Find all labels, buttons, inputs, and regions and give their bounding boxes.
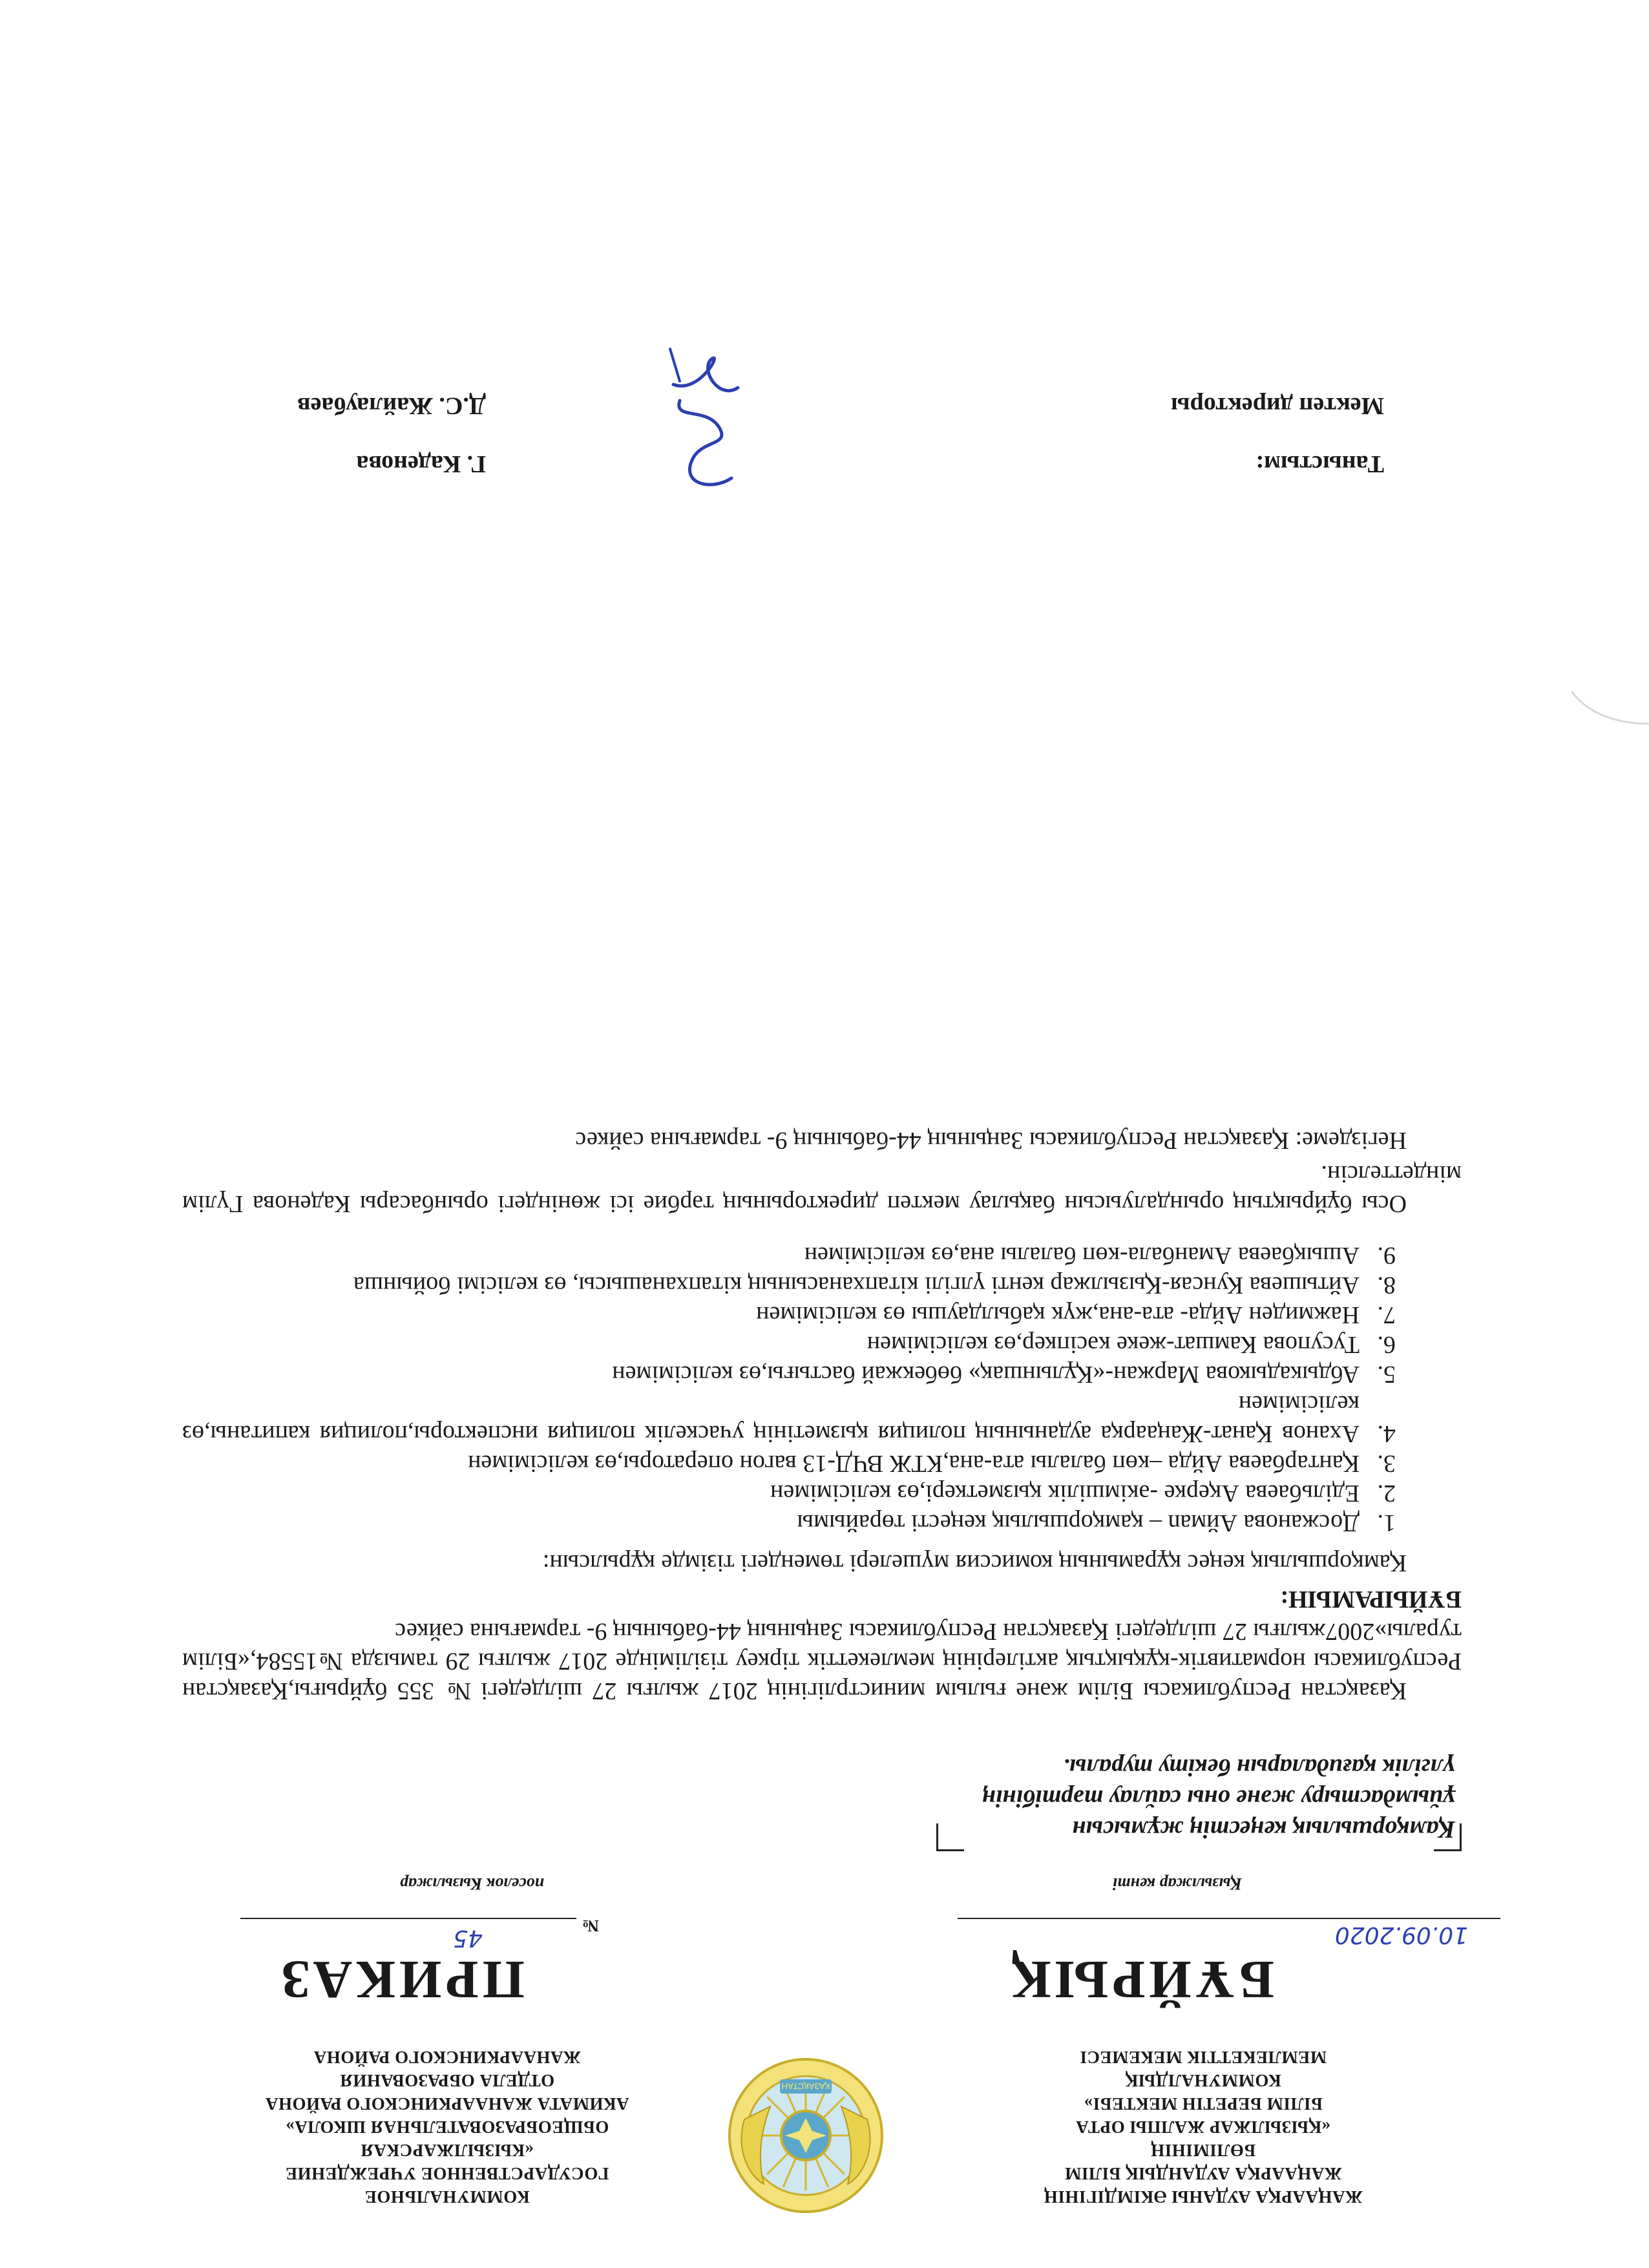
list-item: 5. Абдыкадыкова Маржан-«Құлыншақ» бөбекжай бастығы,өз келісімімен	[182, 1360, 1371, 1389]
control-clause: Осы бұйрықтың орындалуысын бақылау мектеп директорының тәрбие ісі жөніндегі орынбасары Каденова Гүлім міндеттелсін.	[182, 1160, 1462, 1217]
header-ru-line: КОММУНАЛЬНОЕ	[364, 2187, 530, 2207]
list-item: 2. Едільбаева Ақерке -әкімшілік қызметкері,өз келісімімен	[182, 1478, 1371, 1508]
number-label: №	[582, 1916, 599, 1935]
header-ru	[221, 2046, 673, 2209]
order-body	[182, 1126, 1462, 1706]
handwritten-signature-icon	[647, 342, 757, 498]
paper-crease-mark-icon	[1571, 685, 1649, 737]
title-ru: ПРИКАЗ	[278, 1949, 525, 2010]
subject-line: үлгілік қағидаларын бекіту туралы.	[1063, 1754, 1455, 1781]
header-kz-line: МЕМЛЕКЕТТІК МЕКЕМЕСІ	[1079, 2048, 1327, 2067]
director-label: Мектеп директоры	[1170, 392, 1384, 419]
emblem-text: ҚАЗАҚСТАН	[781, 2081, 830, 2091]
title-kz: БҰЙРЫҚ	[1007, 1949, 1274, 2010]
decree-word: БҰЙЫРАМЫН:	[1280, 1586, 1462, 1613]
header-ru-line: ОБЩЕОБРАЗОВАТЕЛЬНАЯ ШКОЛА»	[285, 2117, 609, 2137]
subject-line: ұйымдастыру және оны сайлау тәртібінің	[982, 1785, 1455, 1812]
header-ru-line: ГОСУДАРСТВЕННОЕ УЧРЕЖДЕНИЕ	[285, 2164, 609, 2183]
familiar-label: Таныстым:	[1255, 450, 1384, 478]
header-kz-line: ЖАҢААРҚА АУДАНДЫҚ БІЛІМ	[1064, 2164, 1342, 2183]
list-item: 6. Тусупова Камшат-жеке кәсіпкер,өз келісімімен	[182, 1330, 1371, 1360]
header-kz	[977, 2046, 1429, 2209]
list-item: 7. Нажмиден Айда- ата-ана,жүк қабылдаушы өз келісімімен	[182, 1300, 1371, 1330]
number-underline	[240, 1918, 576, 1919]
list-item: 4. Аханов Қанат-Жаңаарқа ауданының полиция қызметінің учаскелік полиция инспекторы,полиция капитаны,өз келісімімен	[182, 1389, 1371, 1449]
member-list	[182, 1241, 1462, 1538]
date-underline	[958, 1918, 1500, 1919]
list-item: 9. Ашықбаева Аманбала-көп балалы ана,өз келісімімен	[182, 1241, 1371, 1270]
state-emblem-icon	[725, 2055, 887, 2216]
header-ru-line: АКИМАТА ЖАНААРКИНСКОГО РАЙОНА	[265, 2094, 629, 2114]
header-kz-line: КОММУНАЛДЫҚ	[1125, 2071, 1281, 2090]
basis-clause: Негіздеме: Қазақстан Республикасы Заңының 44-бабының 9- тармағына сәйкес	[575, 1127, 1407, 1154]
handwritten-date: 10.09.2020	[1334, 1922, 1468, 1948]
director-name: Д.С. Жайлаубаев	[297, 392, 486, 419]
header-kz-line: «ҚЫЗЫЛЖАР ЖАЛПЫ ОРТА	[1075, 2117, 1331, 2137]
header-ru-line: ЖАНААРКИНСКОГО РАЙОНА	[313, 2048, 581, 2067]
list-item: 3. Қантарбаева Айда –көп балалы ата-ана,КТЖ ВЧД-13 вагон операторы,өз келісімімен	[182, 1449, 1371, 1478]
list-item: 1. Досжанова Аймаn – қамқоршылық кеңесті төрайымы	[182, 1508, 1371, 1538]
place-ru: поселок Кызылжар	[399, 1874, 544, 1893]
header-kz-line: ЖАҢААРҚА АУДАНЫ ӘКІМДІГІНІҢ	[1044, 2187, 1363, 2207]
subject-bracket-right	[936, 1823, 964, 1851]
subject-line: Қамқоршылық кеңестің жұмысын	[1072, 1816, 1455, 1843]
list-item: 8. Айтышева Кунсая-Қызылжар кенті үлгілі кітапханасының кітапханашысы, өз келісімі бойынша	[182, 1270, 1371, 1300]
handwritten-number: 45	[453, 1925, 483, 1951]
preamble: Қазақстан Республикасы Білім және ғылым министрлігінің 2017 жылғы 27 шілдедегі № 355 бұйрығы,Қазақстан Республикасы нормативтік-құқықтық актілерінің мемлекеттік тіркеу тізілімінде 2017 жылғы 29 тамызда №15584,«Білім туралы»2007жылғы 27 шілдедегі Қазақстан Республикасы Заңының 44-бабының 9- тармағына сәйкес	[182, 1618, 1462, 1705]
header-kz-line: БӨЛІМІНІҢ	[1150, 2141, 1256, 2160]
list-intro: Қамқоршылық кеңес құрамының комиссия мүшелері төмендегі тізімде құрылсын:	[542, 1549, 1407, 1577]
place-kz: Қызылжар кенті	[1113, 1874, 1242, 1893]
header-ru-line: ОТДЕЛА ОБРАЗОВАНИЯ	[339, 2071, 555, 2090]
order-subject	[982, 1752, 1455, 1845]
header-ru-line: «КЫЗЫЛЖАРСКАЯ	[360, 2141, 534, 2160]
header-kz-line: БІЛІМ БЕРЕТІН МЕКТЕБІ»	[1084, 2094, 1323, 2114]
familiar-name: Г. Каденова	[356, 450, 486, 478]
